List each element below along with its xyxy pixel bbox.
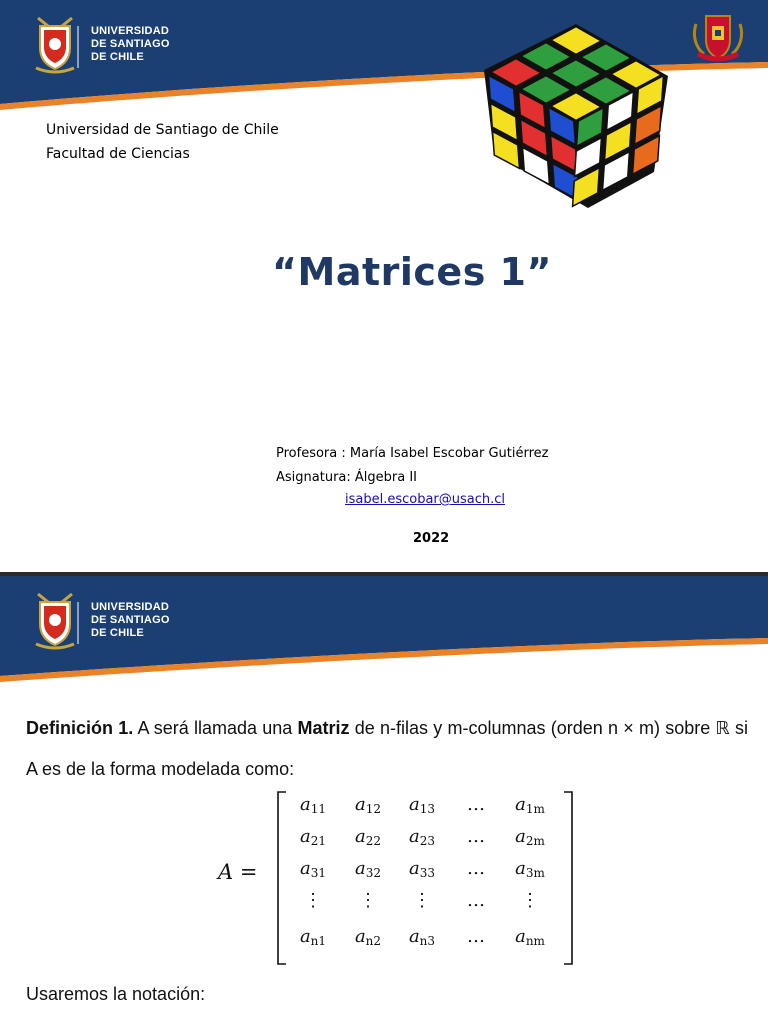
course-line: Asignatura: Álgebra II bbox=[276, 470, 418, 485]
matrix-entry: $a_{22}$ bbox=[354, 826, 382, 848]
matrix-entry: $a_{11}$ bbox=[299, 794, 327, 816]
matrix-entry: $a_{n3}$ bbox=[408, 926, 436, 948]
matrix-entry: $a_{n1}$ bbox=[299, 926, 327, 948]
matrix-entry: … bbox=[467, 826, 485, 847]
matrix-entry: $a_{31}$ bbox=[299, 858, 327, 880]
matrix-entry: $a_{23}$ bbox=[408, 826, 436, 848]
notation-text: Usaremos la notación: bbox=[26, 984, 206, 1004]
faculty-crest-icon bbox=[690, 10, 746, 62]
professor-line: Profesora : María Isabel Escobar Gutiérrez bbox=[276, 446, 549, 461]
wordmark-line-2: DE SANTIAGO bbox=[91, 614, 170, 626]
matrix-entry: … bbox=[467, 794, 485, 815]
matrix-entry: ⋮ bbox=[413, 890, 431, 911]
year-label: 2022 bbox=[413, 531, 450, 546]
wordmark-line-3: DE CHILE bbox=[91, 627, 144, 639]
matrix-entry: $a_{1m}$ bbox=[515, 794, 545, 816]
reals-symbol: ℝ bbox=[715, 718, 730, 739]
matrix-entry: $a_{21}$ bbox=[299, 826, 327, 848]
rubiks-cube-icon bbox=[478, 22, 674, 212]
definition-label: Definición 1. bbox=[26, 718, 134, 738]
matrix-lhs: A = bbox=[218, 860, 258, 884]
matrix-equation bbox=[218, 790, 588, 966]
wordmark-line-1: UNIVERSIDAD bbox=[91, 601, 169, 613]
definition-text-2: de n-filas y m-columnas (orden n × m) sobre bbox=[354, 718, 711, 738]
matrix-entry: ⋮ bbox=[521, 890, 539, 911]
definition-slide bbox=[0, 576, 768, 1024]
matrix-entry: ⋮ bbox=[304, 890, 322, 911]
university-wordmark bbox=[91, 25, 170, 64]
matrix-entry: … bbox=[467, 926, 485, 947]
definition-text-3: si A es de la forma modelada como: bbox=[26, 718, 748, 779]
matrix-entry: $a_{32}$ bbox=[354, 858, 382, 880]
matrix-entry: … bbox=[467, 858, 485, 879]
matrix-entry: ⋮ bbox=[359, 890, 377, 911]
matrix-entry: $a_{33}$ bbox=[408, 858, 436, 880]
wordmark-line-2: DE SANTIAGO bbox=[91, 38, 170, 50]
matrix-entry: $a_{n2}$ bbox=[354, 926, 382, 948]
matrix-entry: … bbox=[467, 890, 485, 911]
matrix-entry: $a_{13}$ bbox=[408, 794, 436, 816]
course-info bbox=[276, 442, 549, 490]
usach-crest-icon bbox=[30, 14, 80, 74]
institution-block bbox=[46, 118, 279, 166]
slide-title: “Matrices 1” bbox=[272, 250, 552, 294]
definition-text-1: A será llamada una bbox=[137, 718, 293, 738]
institution-name: Universidad de Santiago de Chile bbox=[46, 122, 279, 138]
matrix-entry: $a_{2m}$ bbox=[515, 826, 545, 848]
wordmark-line-1: UNIVERSIDAD bbox=[91, 25, 169, 37]
university-wordmark bbox=[91, 601, 170, 640]
matrix-entry: $a_{3m}$ bbox=[515, 858, 545, 880]
matrix-entry: $a_{nm}$ bbox=[515, 926, 545, 948]
faculty-name: Facultad de Ciencias bbox=[46, 146, 190, 162]
usach-crest-icon bbox=[30, 590, 80, 650]
definition-paragraph bbox=[26, 708, 748, 789]
matrix-entry: $a_{12}$ bbox=[354, 794, 382, 816]
wordmark-line-3: DE CHILE bbox=[91, 51, 144, 63]
definition-bold-term: Matriz bbox=[297, 718, 350, 738]
email-link[interactable]: isabel.escobar@usach.cl bbox=[345, 492, 506, 507]
